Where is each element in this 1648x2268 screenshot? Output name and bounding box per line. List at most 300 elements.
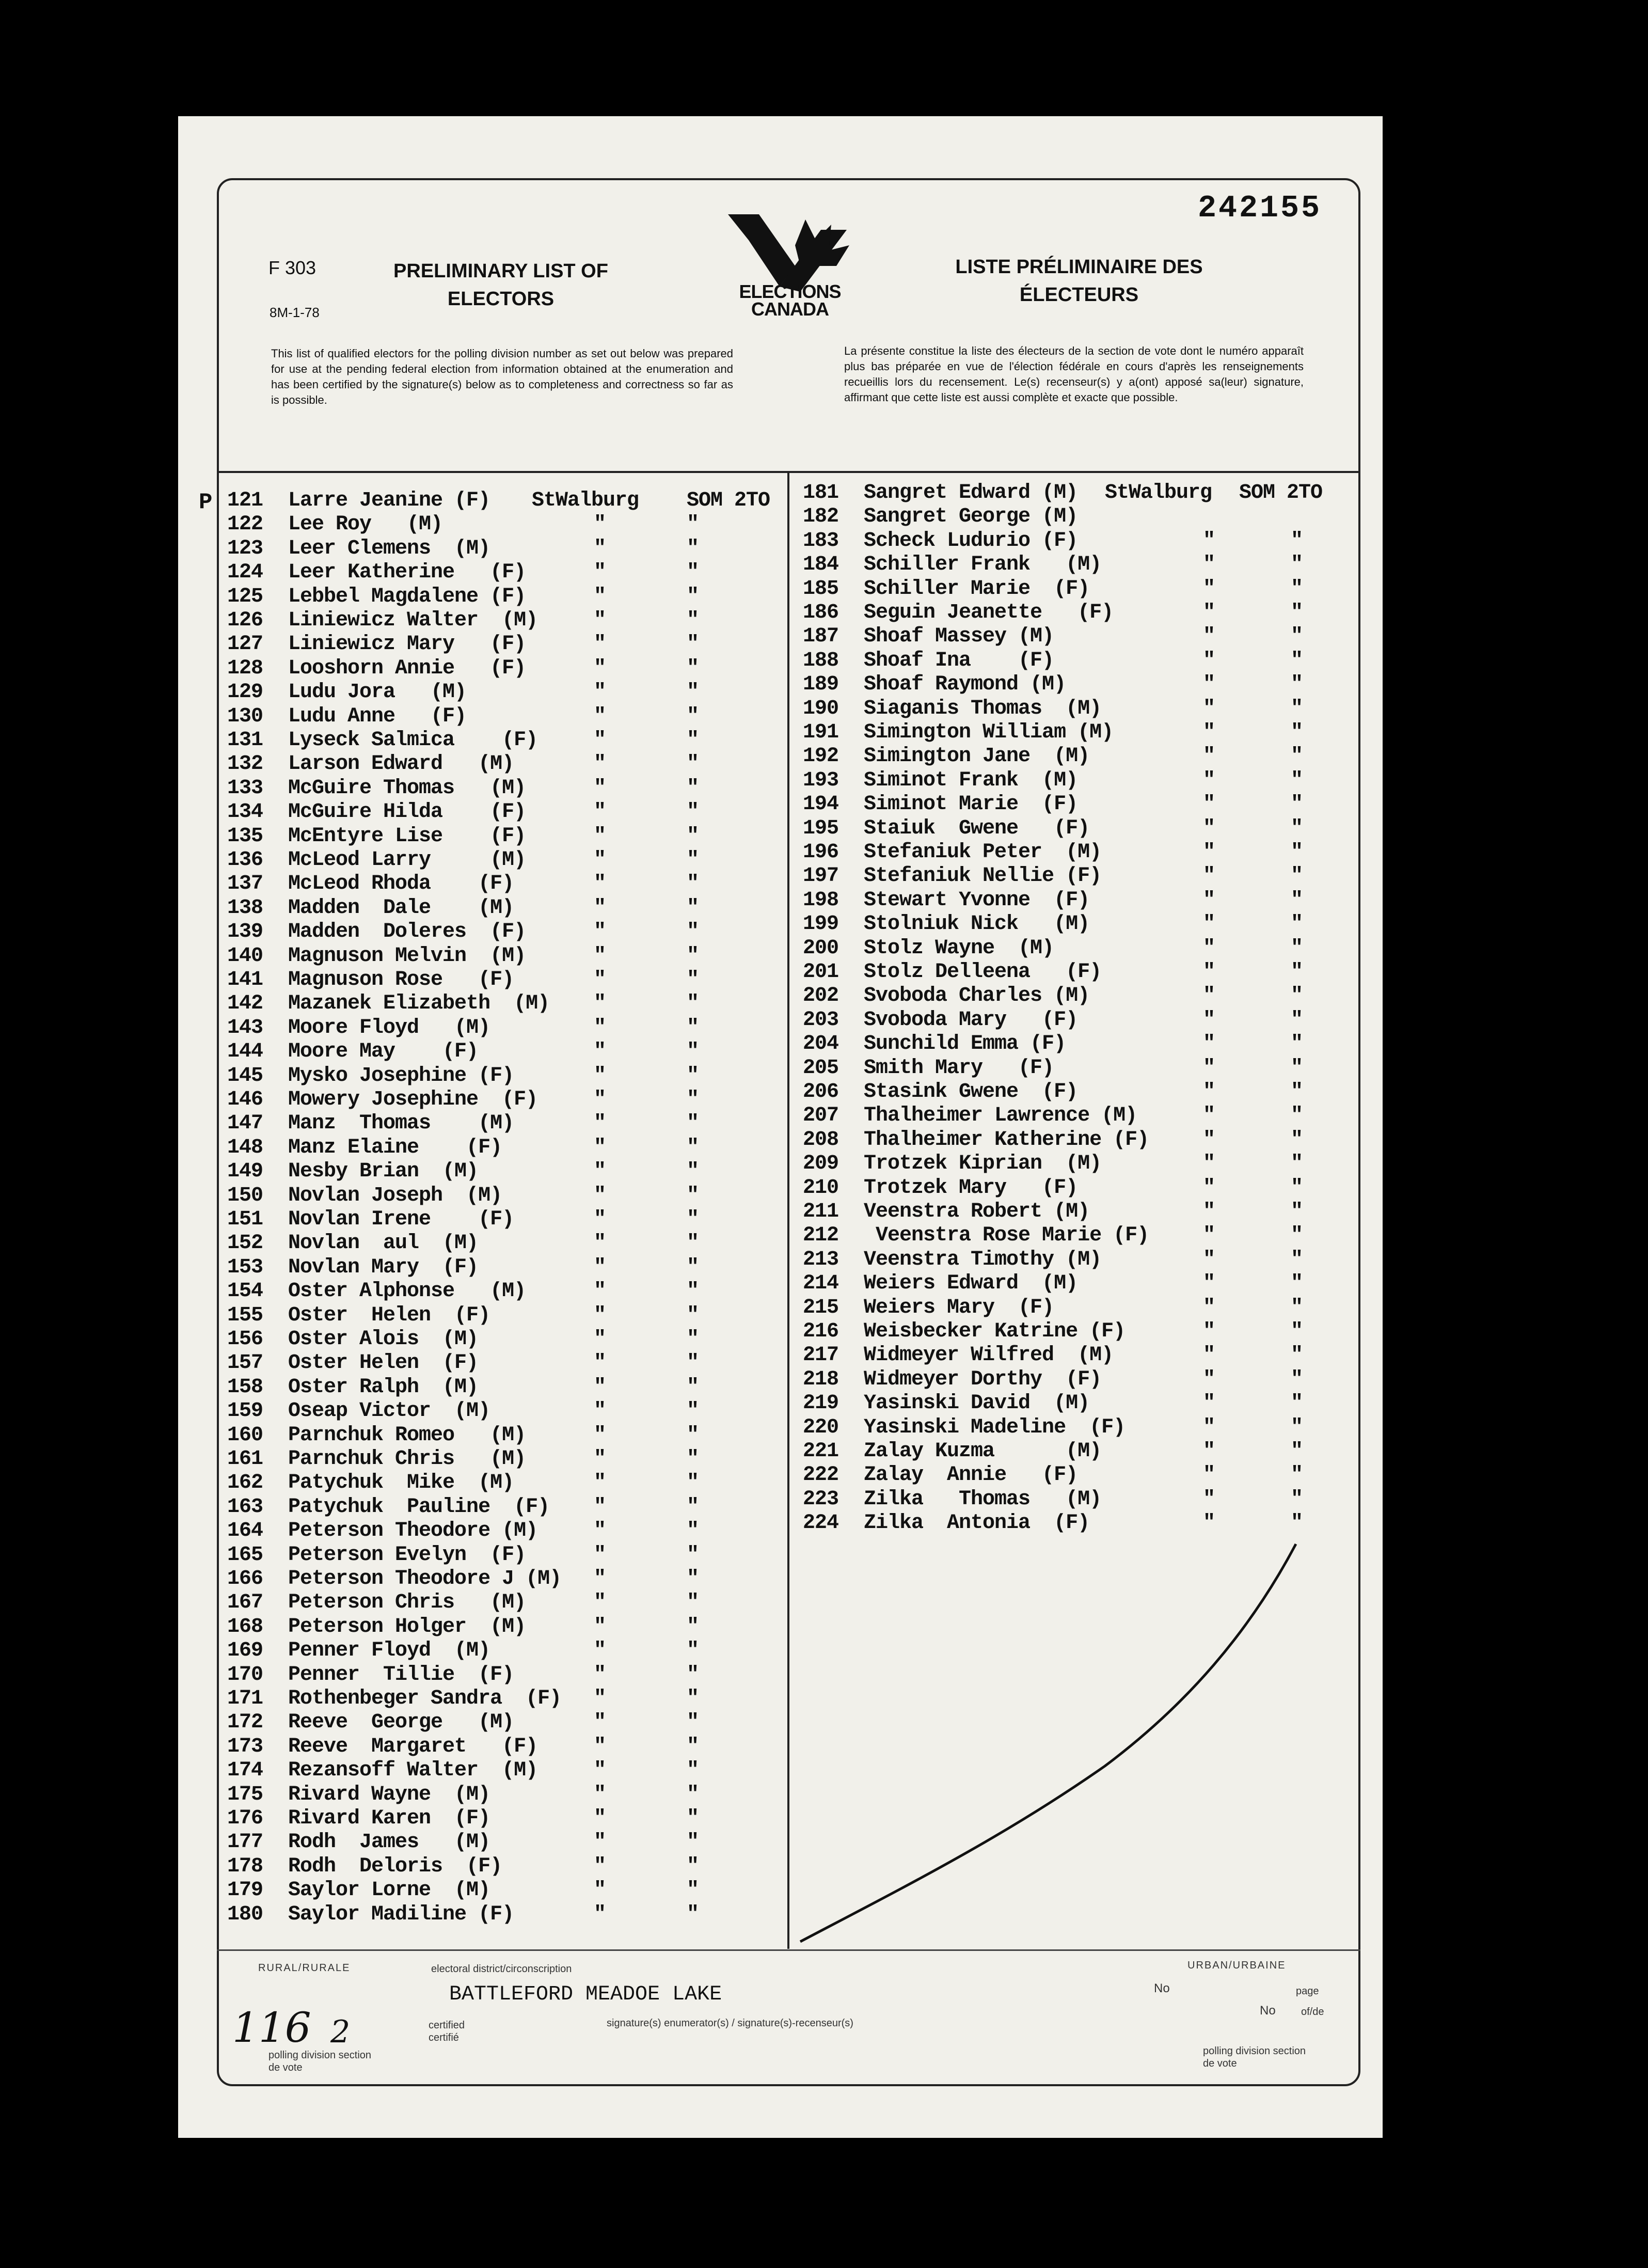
elector-row xyxy=(803,1296,1303,1320)
elector-locality: " xyxy=(1203,1511,1215,1535)
elector-name: Parnchuk Chris (M) xyxy=(288,1447,526,1471)
elector-locality: " xyxy=(1203,912,1215,936)
elector-locality: " xyxy=(1203,1415,1215,1439)
elector-name: Penner Floyd (M) xyxy=(288,1639,490,1663)
elector-postal-code: " xyxy=(687,824,699,848)
elector-postal-code: " xyxy=(687,1399,699,1423)
elector-number: 139 xyxy=(227,920,263,944)
elector-number: 185 xyxy=(803,577,839,601)
elector-postal-code: " xyxy=(687,1016,699,1040)
elector-locality: " xyxy=(594,1280,606,1303)
elector-number: 138 xyxy=(227,896,263,920)
elector-postal-code: " xyxy=(687,1591,699,1615)
elector-number: 152 xyxy=(227,1232,263,1255)
elector-locality: " xyxy=(594,1495,606,1519)
elector-postal-code: " xyxy=(1291,1152,1303,1176)
elector-postal-code: " xyxy=(1291,1008,1303,1032)
elector-row xyxy=(803,1008,1303,1032)
signature-label: signature(s) enumerator(s) / signature(s)-recenseur(s) xyxy=(607,2018,853,2029)
elector-name: Sunchild Emma (F) xyxy=(864,1032,1066,1056)
elector-locality: " xyxy=(594,824,606,848)
elector-number: 153 xyxy=(227,1255,263,1279)
elector-number: 136 xyxy=(227,848,263,872)
elector-name: Stolz Delleena (F) xyxy=(864,960,1102,984)
elector-number: 171 xyxy=(227,1687,263,1710)
elector-name: Weiers Mary (F) xyxy=(864,1296,1054,1319)
elector-locality: " xyxy=(594,1663,606,1687)
elector-locality: " xyxy=(1203,1152,1215,1176)
elector-row xyxy=(227,1208,699,1232)
handwritten-number: 2 xyxy=(330,2014,351,2050)
elector-row xyxy=(227,1280,699,1303)
elector-postal-code: " xyxy=(687,1711,699,1735)
elector-locality: " xyxy=(594,1831,606,1854)
elector-postal-code: " xyxy=(1291,1367,1303,1391)
elector-row xyxy=(803,1320,1303,1344)
elector-locality: " xyxy=(594,1567,606,1590)
elector-name: McLeod Rhoda (F) xyxy=(288,872,514,896)
elector-row xyxy=(227,1064,699,1088)
elector-number: 144 xyxy=(227,1040,263,1064)
elector-number: 158 xyxy=(227,1375,263,1399)
elector-postal-code: " xyxy=(1291,1080,1303,1104)
elector-locality: " xyxy=(594,609,606,632)
title-french: LISTE PRÉLIMINAIRE DES ÉLECTEURS xyxy=(955,256,1203,306)
elector-name: Patychuk Pauline (F) xyxy=(288,1495,550,1519)
elector-row xyxy=(803,841,1303,864)
elector-number: 180 xyxy=(227,1902,263,1926)
elector-name: Peterson Theodore J (M) xyxy=(288,1567,562,1590)
elector-row xyxy=(803,1224,1303,1248)
elector-number: 143 xyxy=(227,1016,263,1040)
elector-locality: " xyxy=(1203,577,1215,601)
elector-postal-code: " xyxy=(1291,768,1303,792)
intro-text-english: This list of qualified electors for the polling division number as set out below was prepared for use at the pending federal election from information obtained at the enumeration and has been certified by the signature(s) below as to completeness and correctness so far as is possible. xyxy=(271,347,733,406)
elector-row xyxy=(803,864,1303,888)
elector-postal-code: " xyxy=(687,1543,699,1567)
elector-postal-code: " xyxy=(687,1615,699,1639)
intro-text-french: La présente constitue la liste des électeurs de la section de vote dont le numéro apparaît plus bas préparée en vue de l'élection fédérale en cours d'après les renseignements recueillis lors du recensement. Le(s) recenseur(s) y a(ont) apposé sa(leur) signature, affirmant que cette liste est aussi complète et exacte que possible. xyxy=(844,344,1304,404)
elector-postal-code: " xyxy=(687,537,699,560)
elector-number: 214 xyxy=(803,1272,839,1296)
elector-number: 219 xyxy=(803,1392,839,1415)
elector-locality: " xyxy=(594,896,606,920)
elector-name: Shoaf Ina (F) xyxy=(864,649,1054,672)
elector-postal-code: " xyxy=(687,1280,699,1303)
elector-postal-code: " xyxy=(687,944,699,968)
elector-locality: " xyxy=(594,968,606,991)
elector-name: Siminot Frank (M) xyxy=(864,768,1078,792)
elector-name: Reeve George (M) xyxy=(288,1711,514,1735)
elector-locality: " xyxy=(1203,1008,1215,1032)
elector-number: 130 xyxy=(227,704,263,728)
elector-number: 123 xyxy=(227,537,263,560)
elector-number: 215 xyxy=(803,1296,839,1319)
elector-row xyxy=(227,1255,699,1280)
elector-locality: " xyxy=(594,800,606,824)
elector-locality: " xyxy=(594,537,606,560)
elector-row xyxy=(227,656,699,681)
no-label: No xyxy=(1154,1981,1170,1995)
elector-name: Shoaf Massey (M) xyxy=(864,625,1054,649)
elector-row xyxy=(227,1854,699,1879)
elector-postal-code: " xyxy=(687,585,699,608)
elector-locality: " xyxy=(1203,1320,1215,1343)
elector-number: 181 xyxy=(803,481,839,505)
elector-number: 205 xyxy=(803,1056,839,1080)
elector-name: McGuire Thomas (M) xyxy=(288,776,526,800)
elector-postal-code: " xyxy=(1291,1415,1303,1439)
elector-locality: " xyxy=(1203,649,1215,672)
elector-row xyxy=(803,936,1303,960)
elector-locality: " xyxy=(1203,888,1215,912)
elector-locality: " xyxy=(594,1040,606,1064)
elector-number: 122 xyxy=(227,513,263,537)
elector-postal-code: " xyxy=(1291,1224,1303,1248)
elector-name: Veenstra Robert (M) xyxy=(864,1200,1090,1223)
elector-row xyxy=(803,912,1303,936)
elector-postal-code: " xyxy=(1291,721,1303,744)
elector-name: Oseap Victor (M) xyxy=(288,1399,490,1423)
elector-postal-code: " xyxy=(1291,1056,1303,1080)
elector-locality: " xyxy=(594,1615,606,1639)
elector-row xyxy=(227,537,699,561)
elector-locality: " xyxy=(1203,768,1215,792)
elector-row xyxy=(227,1447,699,1471)
elector-locality: " xyxy=(594,752,606,776)
elector-locality: " xyxy=(1203,1344,1215,1367)
elector-name: Peterson Evelyn (F) xyxy=(288,1543,526,1567)
elector-name: Widmeyer Wilfred (M) xyxy=(864,1344,1114,1367)
elector-locality: " xyxy=(594,776,606,800)
elector-name: Svoboda Mary (F) xyxy=(864,1008,1078,1032)
elector-name: Nesby Brian (M) xyxy=(288,1160,479,1184)
elector-row xyxy=(227,1807,699,1831)
elector-number: 208 xyxy=(803,1128,839,1152)
elector-name: Moore Floyd (M) xyxy=(288,1016,490,1040)
elector-number: 210 xyxy=(803,1176,839,1200)
elector-row xyxy=(227,1879,699,1902)
elector-name: Reeve Margaret (F) xyxy=(288,1735,538,1758)
elector-locality: " xyxy=(1203,960,1215,984)
elector-name: Yasinski Madeline (F) xyxy=(864,1415,1126,1439)
form-number: F 303 xyxy=(268,257,316,278)
elector-locality: " xyxy=(594,1711,606,1735)
logo-text: ELECTIONS CANADA xyxy=(739,281,841,320)
elector-locality: " xyxy=(1203,697,1215,720)
elector-name: Lee Roy (M) xyxy=(288,513,443,537)
elector-postal-code: " xyxy=(1291,841,1303,864)
elector-locality: " xyxy=(1203,553,1215,577)
elector-postal-code: " xyxy=(1291,936,1303,960)
elector-number: 191 xyxy=(803,721,839,744)
elector-name: McLeod Larry (M) xyxy=(288,848,526,872)
page-label: page xyxy=(1296,1986,1319,1997)
elector-name: Mowery Josephine (F) xyxy=(288,1088,538,1111)
elector-row xyxy=(803,1128,1303,1152)
elector-postal-code: " xyxy=(687,1663,699,1687)
elector-postal-code: " xyxy=(1291,888,1303,912)
elector-number: 147 xyxy=(227,1112,263,1136)
elector-number: 196 xyxy=(803,841,839,864)
elector-number: 168 xyxy=(227,1615,263,1639)
elector-postal-code: " xyxy=(1291,1511,1303,1535)
elector-name: Thalheimer Katherine (F) xyxy=(864,1128,1149,1152)
elector-row xyxy=(227,1423,699,1447)
elector-postal-code: " xyxy=(1291,1032,1303,1056)
elector-postal-code: " xyxy=(687,1759,699,1783)
elector-row xyxy=(227,1831,699,1854)
elector-name: Manz Elaine (F) xyxy=(288,1136,502,1159)
elector-postal-code: " xyxy=(1291,864,1303,888)
elector-postal-code: " xyxy=(687,1088,699,1111)
elector-postal-code: " xyxy=(1291,577,1303,601)
elector-row xyxy=(227,1160,699,1184)
elector-locality: " xyxy=(1203,1296,1215,1319)
elector-name: Schiller Marie (F) xyxy=(864,577,1090,601)
elector-name: Trotzek Mary (F) xyxy=(864,1176,1078,1200)
page-marker: P xyxy=(199,490,213,515)
elector-number: 224 xyxy=(803,1511,839,1535)
elector-number: 129 xyxy=(227,681,263,704)
elector-number: 220 xyxy=(803,1415,839,1439)
elector-row xyxy=(227,944,699,968)
elector-postal-code: " xyxy=(687,752,699,776)
elector-name: Weiers Edward (M) xyxy=(864,1272,1078,1296)
elector-postal-code: " xyxy=(687,1879,699,1902)
elector-locality: " xyxy=(1203,864,1215,888)
elector-name: Peterson Chris (M) xyxy=(288,1591,526,1615)
elector-number: 156 xyxy=(227,1328,263,1351)
footer-divider xyxy=(217,1949,1360,1951)
elector-row xyxy=(227,1759,699,1783)
elector-locality: " xyxy=(594,656,606,680)
elector-row xyxy=(227,1495,699,1519)
elector-locality: " xyxy=(1203,1080,1215,1104)
elector-locality: " xyxy=(1203,625,1215,649)
elector-name: Looshorn Annie (F) xyxy=(288,656,526,680)
elector-row xyxy=(227,1136,699,1160)
elector-row xyxy=(803,1248,1303,1272)
elector-postal-code: " xyxy=(687,1854,699,1878)
elector-row xyxy=(227,704,699,729)
elector-locality: " xyxy=(594,1854,606,1878)
elector-locality: " xyxy=(1203,1200,1215,1223)
elector-locality: " xyxy=(1203,984,1215,1008)
elector-name: Madden Dale (M) xyxy=(288,896,514,920)
elector-number: 145 xyxy=(227,1064,263,1088)
elector-row xyxy=(803,673,1303,697)
elector-postal-code: " xyxy=(1291,649,1303,672)
strike-through-line xyxy=(795,1529,1311,1947)
elector-number: 162 xyxy=(227,1471,263,1495)
elector-locality: " xyxy=(594,681,606,704)
elector-name: Smith Mary (F) xyxy=(864,1056,1054,1080)
elector-number: 141 xyxy=(227,968,263,991)
elector-locality: " xyxy=(594,1471,606,1495)
elector-locality: " xyxy=(594,1687,606,1710)
elector-name: Yasinski David (M) xyxy=(864,1392,1090,1415)
elector-name: Shoaf Raymond (M) xyxy=(864,673,1066,697)
elector-number: 221 xyxy=(803,1440,839,1463)
elector-postal-code: " xyxy=(687,1232,699,1255)
elector-name: Liniewicz Mary (F) xyxy=(288,633,526,656)
elector-number: 174 xyxy=(227,1759,263,1783)
elector-number: 217 xyxy=(803,1344,839,1367)
elector-name: Oster Ralph (M) xyxy=(288,1375,479,1399)
elector-number: 206 xyxy=(803,1080,839,1104)
elector-postal-code: " xyxy=(687,513,699,537)
elector-postal-code: " xyxy=(1291,1392,1303,1415)
elector-row xyxy=(803,697,1303,721)
elector-number: 186 xyxy=(803,601,839,624)
elector-name: Stefaniuk Nellie (F) xyxy=(864,864,1102,888)
elector-row xyxy=(227,920,699,944)
elector-postal-code: " xyxy=(687,1471,699,1495)
elector-row xyxy=(803,745,1303,768)
polling-division-label-right: polling division section de vote xyxy=(1203,2045,1306,2069)
elector-postal-code: " xyxy=(1291,601,1303,624)
elector-postal-code: " xyxy=(1291,1248,1303,1271)
elector-row xyxy=(227,848,699,872)
elector-name: Novlan Mary (F) xyxy=(288,1255,479,1279)
elector-locality: " xyxy=(1203,1176,1215,1200)
elector-locality: " xyxy=(594,1184,606,1207)
elector-row xyxy=(227,1615,699,1639)
elector-postal-code: " xyxy=(687,704,699,728)
elector-number: 169 xyxy=(227,1639,263,1663)
elector-postal-code: " xyxy=(687,1136,699,1159)
elector-number: 126 xyxy=(227,609,263,632)
elector-name: Magnuson Rose (F) xyxy=(288,968,514,991)
elector-locality: " xyxy=(1203,1367,1215,1391)
elector-postal-code: " xyxy=(687,1160,699,1184)
elector-row xyxy=(227,752,699,776)
elector-locality: " xyxy=(594,1807,606,1830)
elector-number: 187 xyxy=(803,625,839,649)
elector-number: 170 xyxy=(227,1663,263,1687)
elector-number: 131 xyxy=(227,729,263,752)
elector-number: 203 xyxy=(803,1008,839,1032)
elector-locality: " xyxy=(594,1735,606,1758)
elector-number: 137 xyxy=(227,872,263,896)
elector-name: Veenstra Rose Marie (F) xyxy=(864,1224,1149,1248)
elector-name: Larson Edward (M) xyxy=(288,752,514,776)
elector-number: 189 xyxy=(803,673,839,697)
elector-number: 135 xyxy=(227,824,263,848)
elector-locality: " xyxy=(594,704,606,728)
elector-postal-code: " xyxy=(687,1687,699,1710)
elector-postal-code: " xyxy=(1291,1487,1303,1511)
elector-number: 188 xyxy=(803,649,839,672)
elector-row xyxy=(227,1639,699,1663)
elector-name: Rivard Karen (F) xyxy=(288,1807,490,1830)
elector-locality: " xyxy=(1203,816,1215,840)
handwritten-poll-number: 116 xyxy=(232,2004,311,2052)
elector-row xyxy=(227,776,699,800)
elector-number: 190 xyxy=(803,697,839,720)
elector-locality: " xyxy=(594,1255,606,1279)
elector-locality: " xyxy=(594,1519,606,1543)
elector-name: Mysko Josephine (F) xyxy=(288,1064,514,1088)
elector-number: 179 xyxy=(227,1879,263,1902)
elector-postal-code: " xyxy=(1291,745,1303,768)
elector-name: Siminot Marie (F) xyxy=(864,793,1078,816)
elector-number: 140 xyxy=(227,944,263,968)
elector-name: Madden Doleres (F) xyxy=(288,920,526,944)
elector-name: Widmeyer Dorthy (F) xyxy=(864,1367,1102,1391)
elector-postal-code: " xyxy=(687,1112,699,1136)
elector-name: Rivard Wayne (M) xyxy=(288,1783,490,1806)
elector-number: 128 xyxy=(227,656,263,680)
elector-row xyxy=(803,553,1303,577)
elector-row xyxy=(803,505,1077,529)
elector-number: 165 xyxy=(227,1543,263,1567)
elector-name: Liniewicz Walter (M) xyxy=(288,609,538,632)
elector-postal-code: " xyxy=(1291,625,1303,649)
elector-name: Stolz Wayne (M) xyxy=(864,936,1054,960)
elector-locality: " xyxy=(1203,1487,1215,1511)
elector-row xyxy=(227,1088,699,1112)
elector-row xyxy=(227,633,699,656)
elector-number: 213 xyxy=(803,1248,839,1271)
elector-locality: " xyxy=(1203,721,1215,744)
elector-locality: " xyxy=(594,1328,606,1351)
elector-name: Schiller Frank (M) xyxy=(864,553,1102,577)
elector-postal-code: " xyxy=(687,896,699,920)
district-name: BATTLEFORD MEADOE LAKE xyxy=(449,1983,722,2006)
elector-row xyxy=(227,1543,699,1567)
elector-postal-code: " xyxy=(1291,1320,1303,1343)
elector-name: Peterson Theodore (M) xyxy=(288,1519,538,1543)
elector-postal-code: " xyxy=(687,920,699,944)
elector-number: 207 xyxy=(803,1104,839,1128)
elector-name: Simington William (M) xyxy=(864,721,1114,744)
elector-locality: " xyxy=(1203,601,1215,624)
no-label-2: No xyxy=(1260,2004,1276,2018)
elector-number: 146 xyxy=(227,1088,263,1111)
elector-name: Staiuk Gwene (F) xyxy=(864,816,1090,840)
elector-number: 163 xyxy=(227,1495,263,1519)
elector-row xyxy=(803,1176,1303,1200)
elector-postal-code: " xyxy=(687,1831,699,1854)
elector-locality: " xyxy=(1203,673,1215,697)
elector-postal-code: " xyxy=(687,992,699,1016)
elector-name: Rodh James (M) xyxy=(288,1831,490,1854)
elector-postal-code: " xyxy=(1291,816,1303,840)
elector-locality: StWalburg xyxy=(1105,481,1212,505)
elector-row xyxy=(227,800,699,824)
elector-number: 193 xyxy=(803,768,839,792)
elector-number: 127 xyxy=(227,633,263,656)
elector-name: Oster Alphonse (M) xyxy=(288,1280,526,1303)
elector-number: 198 xyxy=(803,888,839,912)
elector-number: 142 xyxy=(227,992,263,1016)
elector-row xyxy=(227,1328,699,1351)
elector-row xyxy=(803,1032,1303,1056)
elector-name: Weisbecker Katrine (F) xyxy=(864,1320,1126,1343)
elector-number: 159 xyxy=(227,1399,263,1423)
elector-postal-code: " xyxy=(687,1255,699,1279)
elector-locality: " xyxy=(1203,1128,1215,1152)
elector-number: 166 xyxy=(227,1567,263,1590)
elector-row xyxy=(803,1487,1303,1511)
elector-row xyxy=(803,1392,1303,1415)
elector-number: 176 xyxy=(227,1807,263,1830)
elector-name: Mazanek Elizabeth (M) xyxy=(288,992,550,1016)
elector-row xyxy=(803,1463,1303,1487)
elector-number: 200 xyxy=(803,936,839,960)
